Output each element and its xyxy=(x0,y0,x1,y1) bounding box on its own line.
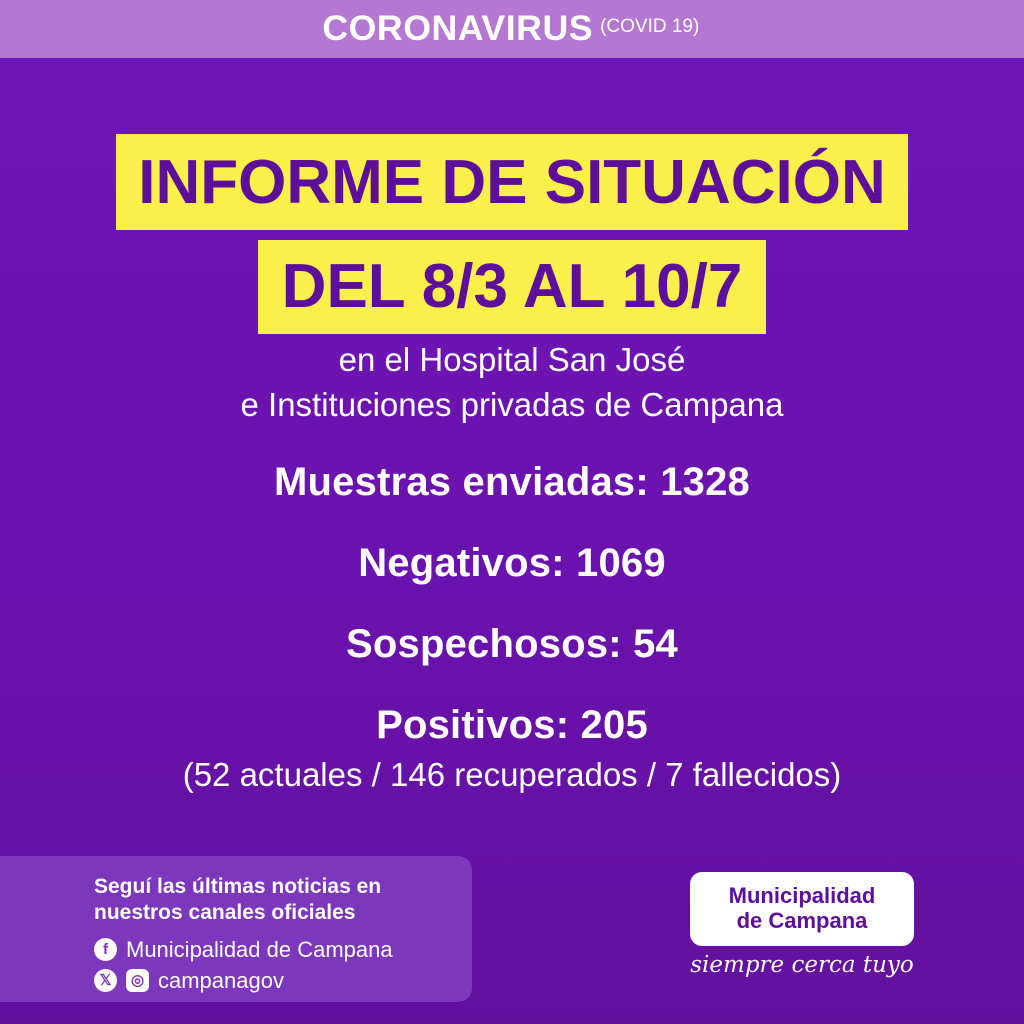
logo-line2: de Campana xyxy=(736,908,868,933)
instagram-icon: ◎ xyxy=(126,969,149,992)
social-footer-title-line2: nuestros canales oficiales xyxy=(94,901,356,925)
stat-negativos: Negativos: 1069 xyxy=(358,541,666,585)
logo-tagline: siempre cerca tuyo xyxy=(690,952,914,978)
stat-positivos-breakdown: (52 actuales / 146 recuperados / 7 fallecidos) xyxy=(182,756,842,793)
subtitle-line2: e Instituciones privadas de Campana xyxy=(240,385,784,423)
logo-line1: Municipalidad xyxy=(728,883,876,909)
social-footer-box xyxy=(0,856,472,1002)
facebook-icon: f xyxy=(94,938,117,961)
header-subtitle: (COVID 19) xyxy=(600,16,700,37)
stat-muestras-enviadas: Muestras enviadas: 1328 xyxy=(274,460,750,504)
facebook-row[interactable] xyxy=(94,937,450,963)
header-title: CORONAVIRUS xyxy=(322,9,593,48)
twitter-icon: 𝕏 xyxy=(94,969,117,992)
social-handle: campanagov xyxy=(158,967,284,993)
social-footer-title xyxy=(94,874,450,927)
subtitle-line1: en el Hospital San José xyxy=(338,341,686,378)
social-footer-title-line1: Seguí las últimas noticias en xyxy=(94,875,382,898)
headline-line1: INFORME DE SITUACIÓN xyxy=(116,134,907,230)
stats-list xyxy=(0,460,1024,794)
stat-sospechosos: Sospechosos: 54 xyxy=(345,622,678,666)
headline xyxy=(0,134,1024,334)
subtitle xyxy=(0,338,1024,427)
header-banner xyxy=(0,0,1024,58)
twitter-instagram-row[interactable] xyxy=(94,968,450,994)
municipality-logo xyxy=(690,872,914,946)
headline-line1-row xyxy=(0,134,1024,230)
headline-line2-row xyxy=(0,230,1024,334)
stat-positivos: Positivos: 205 xyxy=(376,703,648,747)
headline-line2: DEL 8/3 AL 10/7 xyxy=(258,240,767,334)
facebook-handle: Municipalidad de Campana xyxy=(126,936,393,962)
